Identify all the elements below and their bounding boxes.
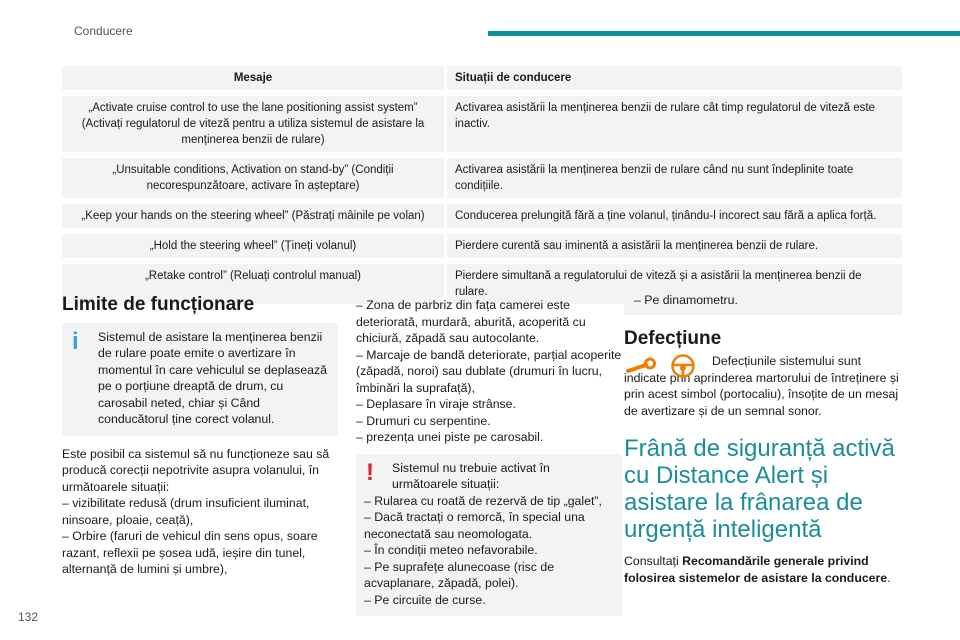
table-row	[62, 201, 902, 231]
table-header-row	[62, 66, 902, 93]
table-row	[62, 93, 902, 155]
header-section-title: Conducere	[74, 24, 133, 38]
continued-note	[624, 288, 902, 315]
warning-icon: !	[366, 458, 374, 486]
wrench-icon	[624, 355, 658, 379]
defect-icons	[624, 355, 704, 381]
table-cell-situation: Pierdere curentă sau iminentă a asistării la menținerea benzii de rulare.	[446, 231, 903, 261]
limits-item: – Orbire (faruri de vehicul din sens opus, soare razant, reflexii pe șosea udă, ieșire din tunel, alternanță de lumini și umbre),	[62, 529, 318, 576]
messages-table	[62, 66, 902, 304]
table-cell-message: „Retake control” (Reluați controlul manual)	[62, 261, 446, 304]
table-cell-situation: Activarea asistării la menținerea benzii de rulare cât timp regulatorul de viteză este inactiv.	[446, 93, 903, 155]
warning-intro: Sistemul nu trebuie activat în următoarele situații:	[392, 460, 550, 491]
limits-intro: Este posibil ca sistemul să nu funcționeze sau să producă corecții nepotrivite asupra volanului, în următoarele situații:	[62, 446, 330, 494]
limits-item: – Drumuri cu serpentine.	[356, 413, 491, 428]
limits-heading: Limite de funcționare	[62, 294, 255, 315]
limits-item: – Zona de parbriz din fața camerei este deteriorată, murdară, aburită, acoperită cu chiciură, zăpadă sau autocolante.	[356, 298, 586, 345]
table-cell-message: „Keep your hands on the steering wheel” (Păstrați mâinile pe volan)	[62, 201, 446, 231]
steering-wheel-icon	[670, 353, 696, 379]
defect-heading: Defecțiune	[624, 327, 722, 349]
header-accent-bar	[488, 31, 960, 36]
warning-note	[356, 454, 622, 617]
warning-item: – Dacă tractați o remorcă, în special una neconectată sau neomologata.	[364, 510, 585, 541]
warning-item: – În condiții meteo nefavorabile.	[364, 543, 538, 557]
aeb-section-title: Frână de siguranță activă cu Distance Alert și asistare la frânarea de urgență inteligentă	[624, 435, 895, 543]
table-cell-message: „Activate cruise control to use the lane positioning assist system” (Activați regulatorul de viteză pentru a utiliza sistemul de asistare la menținerea benzii de rulare)	[62, 93, 446, 155]
limits-item: – prezența unei piste pe carosabil.	[356, 430, 544, 444]
info-note	[62, 323, 338, 436]
consult-text	[624, 553, 902, 586]
limits-item: – Deplasare în viraje strânse.	[356, 397, 516, 411]
table-row	[62, 231, 902, 261]
defect-block	[624, 353, 902, 419]
table-header-situations: Situații de conducere	[446, 66, 903, 93]
info-note-text: Sistemul de asistare la menținerea benzii de rulare poate emite o avertizare în momentul în care vehiculul se deplasează pe o porțiune dreaptă de drum, cu carosabil neted, chiar și Când conducătorul ține corect volanul.	[98, 329, 327, 426]
table-cell-message: „Hold the steering wheel” (Țineți volanul)	[62, 231, 446, 261]
page-number: 132	[18, 610, 39, 624]
column-limits	[62, 294, 338, 578]
column-limits-continued	[356, 297, 622, 616]
limits-item: – vizibilitate redusă (drum insuficient iluminat, ninsoare, ploaie, ceață),	[62, 496, 310, 527]
warning-item: – Pe circuite de curse.	[364, 592, 486, 607]
defect-text: Defecțiunile sistemului sunt indicate prin aprinderea martorului de întreținere și prin acest simbol (portocaliu), însoțite de un mesaj de avertizare și de un semnal sonor.	[624, 354, 899, 418]
info-icon: i	[72, 327, 79, 355]
continued-item: – Pe dinamometru.	[634, 293, 738, 307]
limits-item: – Marcaje de bandă deteriorate, parțial acoperite (zăpadă, noroi) sau dublate (drumuri în lucru, îmbinări la suprafață),	[356, 347, 622, 395]
warning-item: – Pe suprafețe alunecoase (risc de acvaplanare, zăpadă, polei).	[364, 559, 555, 590]
column-defect	[624, 288, 902, 586]
consult-prefix: Consultați	[624, 554, 683, 568]
table-cell-message: „Unsuitable conditions, Activation on stand-by” (Condiții necorespunzătoare, activare în așteptare)	[62, 155, 446, 201]
table-cell-situation: Activarea asistării la menținerea benzii de rulare când nu sunt îndeplinite toate condițiile.	[446, 155, 903, 201]
warning-item: – Rularea cu roată de rezervă de tip „galet”,	[364, 493, 602, 508]
table-cell-situation: Pierdere simultană a regulatorului de viteză și a asistării la menținerea benzii de rulare.	[446, 261, 903, 304]
consult-reference: Recomandările generale privind folosirea sistemelor de asistare la conducere	[624, 554, 888, 585]
table-row	[62, 155, 902, 201]
table-header-messages: Mesaje	[62, 66, 446, 93]
consult-suffix: .	[887, 570, 891, 585]
table-cell-situation: Conducerea prelungită fără a ține volanul, ținându-l incorect sau fără a aplica forță.	[446, 201, 903, 231]
